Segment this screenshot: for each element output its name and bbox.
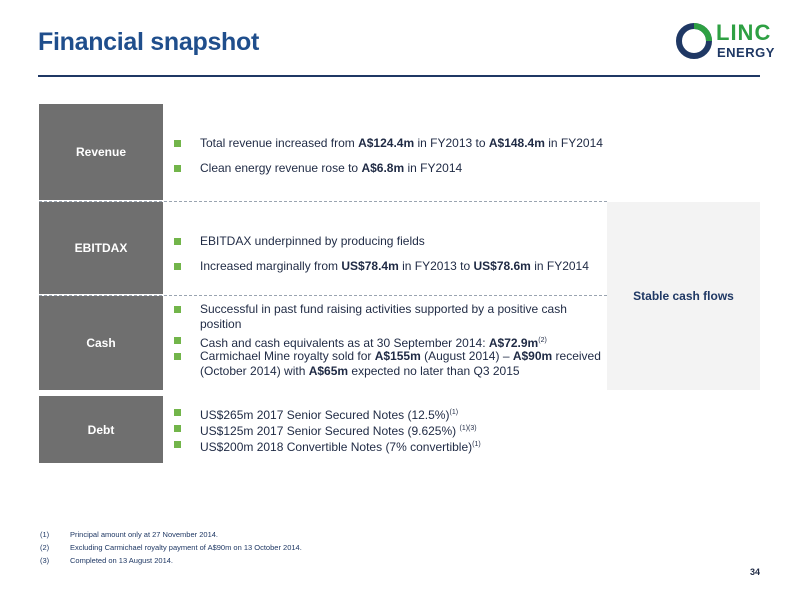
bullet-square-icon: [174, 353, 181, 360]
list-item: Clean energy revenue rose to A$6.8m in FY2014: [174, 161, 604, 176]
bullet-square-icon: [174, 306, 181, 313]
list-item: US$265m 2017 Senior Secured Notes $(12.5\%)^{(1)}$: [174, 405, 604, 423]
logo-word: LINC: [716, 20, 772, 45]
bullet-square-icon: [174, 409, 181, 416]
bullet-square-icon: [174, 165, 181, 172]
list-item: US$125m 2017 Senior Secured Notes (9.625%) $^{(1)(3)}$: [174, 421, 604, 439]
bullet-square-icon: [174, 425, 181, 432]
row-label-debt: Debt: [39, 396, 163, 463]
bullet-square-icon: [174, 140, 181, 147]
list-item: Cash and cash equivalents as at 30 September 2014: $A\$72.9m^{(2)}$: [174, 333, 604, 351]
list-item: Successful in past fund raising activities supported by a positive cash position: [174, 302, 584, 332]
title-rule: [38, 75, 760, 77]
row-label-revenue: Revenue: [39, 104, 163, 200]
row-label-cash: Cash: [39, 296, 163, 390]
row-divider: [39, 295, 607, 296]
row-label-ebitdax: EBITDAX: [39, 202, 163, 294]
row-divider: [39, 201, 607, 202]
bullet-square-icon: [174, 441, 181, 448]
list-item: Carmichael Mine royalty sold for A$155m (August 2014) – A$90m received (October 2014) with A$65m expected no later than Q3 2015: [174, 349, 610, 379]
stable-cash-flows-panel: Stable cash flows: [607, 202, 760, 390]
page-title: Financial snapshot: [38, 28, 260, 56]
ring-icon: [674, 21, 714, 61]
logo-subword: ENERGY: [717, 45, 775, 60]
list-item: Total revenue increased from A$124.4m in FY2013 to A$148.4m in FY2014: [174, 136, 604, 151]
page-number: 34: [749, 567, 760, 577]
linc-energy-logo: [674, 20, 775, 64]
list-item: Increased marginally from US$78.4m in FY2013 to US$78.6m in FY2014: [174, 259, 604, 274]
list-item: EBITDAX underpinned by producing fields: [174, 234, 604, 249]
bullet-square-icon: [174, 337, 181, 344]
bullet-square-icon: [174, 238, 181, 245]
bullet-square-icon: [174, 263, 181, 270]
list-item: US$200m 2018 Convertible Notes (7% convertible)$^{(1)}$: [174, 437, 604, 455]
